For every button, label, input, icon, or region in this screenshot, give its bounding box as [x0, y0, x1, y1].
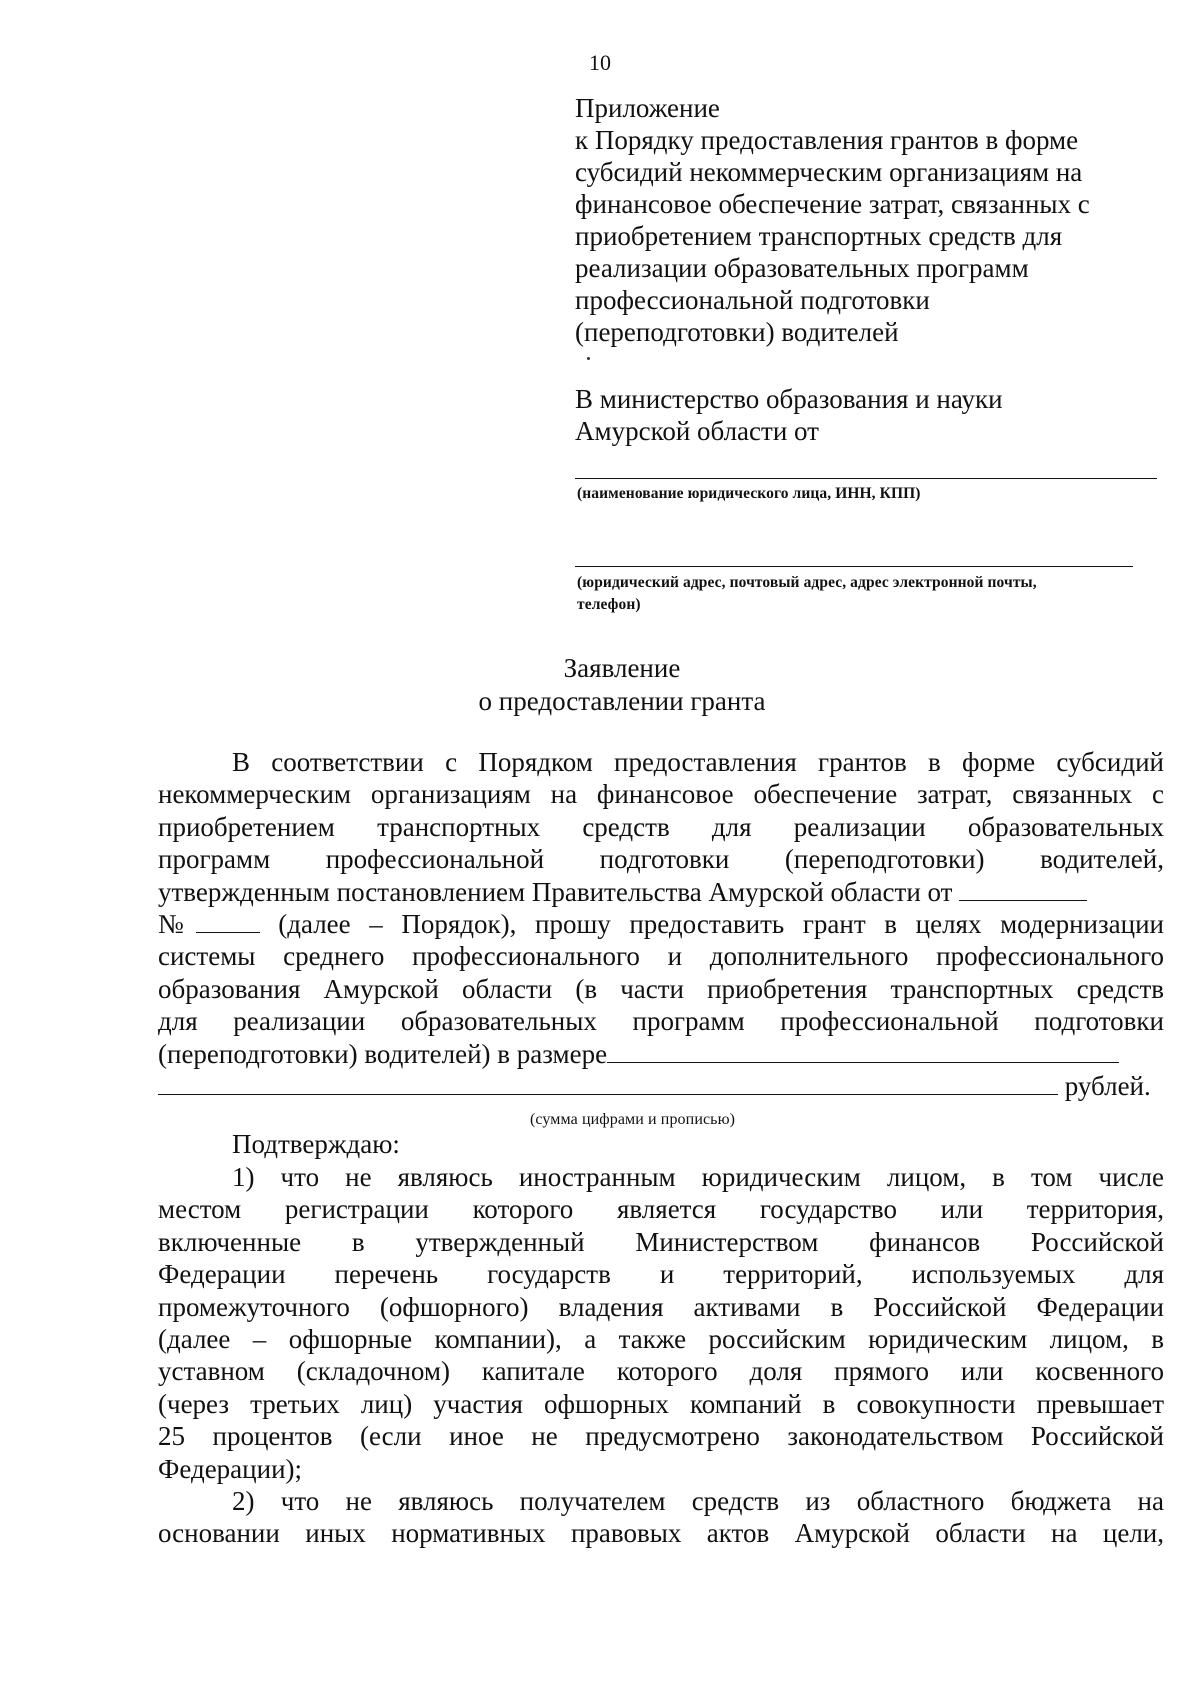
currency-text: рублей. — [1064, 1071, 1151, 1102]
paragraph-line: системы среднего профессионального и дополнительного профессионального — [158, 941, 1164, 972]
item-line: 25 процентов (если иное не предусмотрено законодательством Российской — [158, 1421, 1164, 1452]
appendix-line: финансовое обеспечение затрат, связанных с — [575, 189, 1090, 219]
item-line: местом регистрации которого является государство или территория, — [158, 1194, 1164, 1225]
paragraph-line: для реализации образовательных программ профессиональной подготовки — [158, 1006, 1164, 1037]
appendix-line: (переподготовки) водителей — [575, 317, 899, 347]
appendix-header — [575, 92, 1165, 348]
paragraph-line: программ профессиональной подготовки (переподготовки) водителей, — [158, 844, 1164, 875]
confirm-heading: Подтверждаю: — [232, 1129, 400, 1159]
paragraph-line — [158, 908, 1164, 940]
paragraph-line — [158, 876, 1164, 908]
paragraph-line: В соответствии с Порядком предоставления грантов в форме субсидий — [232, 747, 1164, 777]
addressee-line: Амурской области от — [575, 416, 819, 446]
address-caption-line1: (юридический адрес, почтовый адрес, адрес электронной почты, — [577, 574, 1037, 591]
entity-name-field-line[interactable] — [575, 478, 1157, 479]
resolution-number-blank[interactable] — [196, 908, 260, 933]
page-number: 10 — [589, 50, 611, 75]
appendix-line: профессиональной подготовки — [575, 285, 930, 315]
paragraph-line: приобретением транспортных средств для реализации образовательных — [158, 811, 1164, 842]
amount-blank-2[interactable] — [158, 1070, 1058, 1095]
item-line: 2) что не являюсь получателем средств из областного бюджета на — [232, 1486, 1164, 1516]
item-line: 1) что не являюсь иностранным юридическим лицом, в том числе — [232, 1162, 1164, 1192]
amount-lead-text: (переподготовки) водителей) в размере — [158, 1038, 608, 1069]
addressee-block — [575, 383, 1165, 447]
confirmation-item-1 — [158, 1161, 1164, 1485]
paragraph-text: (далее – Порядок), прошу предоставить грант в целях модернизации — [278, 909, 1164, 940]
appendix-line: Приложение — [575, 93, 720, 123]
appendix-line: субсидий некоммерческим организациям на — [575, 157, 1083, 187]
document-subtitle: о предоставлении гранта — [478, 686, 766, 716]
address-field-line[interactable] — [575, 566, 1133, 567]
item-line: Федерации); — [158, 1453, 303, 1484]
document-title: Заявление — [563, 653, 681, 683]
scan-speck — [587, 357, 590, 360]
paragraph-line: некоммерческим организациям на финансовое обеспечение затрат, связанных с — [158, 779, 1164, 810]
amount-caption: (сумма цифрами и прописью) — [530, 1111, 736, 1128]
appendix-line: к Порядку предоставления грантов в форме — [575, 125, 1079, 155]
item-line: основании иных нормативных правовых актов Амурской области на цели, — [158, 1518, 1164, 1549]
address-caption-line2: телефон) — [577, 596, 641, 613]
item-line: Федерации перечень государств и территорий, используемых для — [158, 1259, 1164, 1290]
confirmation-item-2 — [158, 1485, 1164, 1550]
appendix-line: реализации образовательных программ — [575, 253, 1029, 283]
paragraph-line — [158, 1038, 1164, 1070]
item-line: (через третьих лиц) участия офшорных компаний в совокупности превышает — [158, 1388, 1164, 1419]
number-sign: № — [158, 909, 196, 940]
paragraph-line — [158, 1070, 1164, 1102]
entity-name-caption: (наименование юридического лица, ИНН, КПП) — [577, 485, 921, 502]
item-line: (далее – офшорные компании), а также российским юридическим лицом, в — [158, 1324, 1164, 1355]
item-line: промежуточного (офшорного) владения активами в Российской Федерации — [158, 1291, 1164, 1322]
item-line: уставном (складочном) капитале которого доля прямого или косвенного — [158, 1356, 1164, 1387]
paragraph-line: образования Амурской области (в части приобретения транспортных средств — [158, 973, 1164, 1004]
addressee-line: В министерство образования и науки — [575, 384, 1003, 414]
application-paragraph — [158, 746, 1164, 1102]
resolution-date-blank[interactable] — [959, 876, 1087, 901]
amount-blank-1[interactable] — [607, 1038, 1119, 1063]
item-line: включенные в утвержденный Министерством финансов Российской — [158, 1226, 1164, 1257]
resolution-ref-text: утвержденным постановлением Правительства Амурской области от — [158, 876, 953, 907]
appendix-line: приобретением транспортных средств для — [575, 221, 1063, 251]
